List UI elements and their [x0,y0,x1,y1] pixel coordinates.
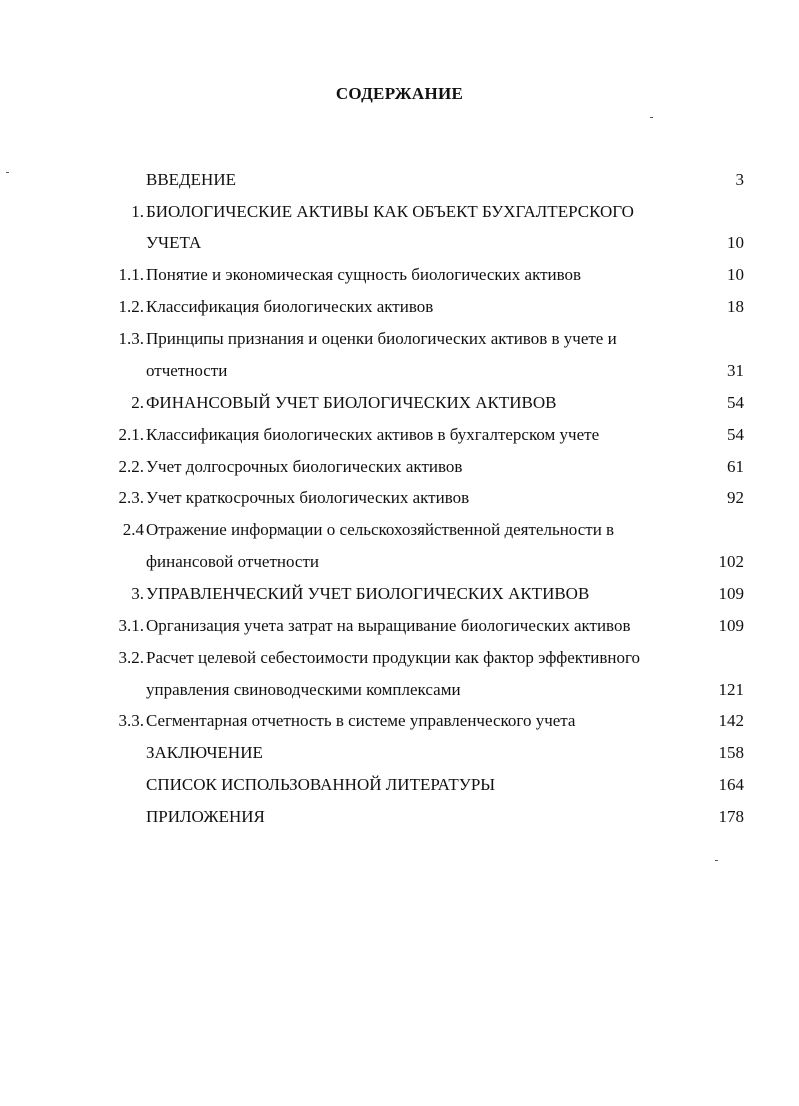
scan-speck [650,117,653,118]
toc-text: УЧЕТА [146,233,202,252]
scan-speck [6,172,9,173]
toc-page: 142 [718,711,744,730]
toc-text: отчетности [146,361,228,380]
toc-number: 2.4 [122,520,144,539]
toc-text: Классификация биологических активов [146,297,434,316]
toc-page: 102 [718,552,744,571]
toc-row [0,455,799,479]
toc-text: ПРИЛОЖЕНИЯ [146,807,265,826]
toc-row [0,709,799,733]
toc-text: ЗАКЛЮЧЕНИЕ [146,743,263,762]
toc-row [0,359,799,383]
toc-page: 54 [727,393,744,412]
toc-number: 3.1. [118,616,144,635]
toc-text: Понятие и экономическая сущность биологических активов [146,265,582,284]
toc-page: 164 [718,775,744,794]
toc-page: 10 [727,233,744,252]
toc-number: 3. [131,584,144,603]
toc-text: финансовой отчетности [146,552,319,571]
toc-text: Организация учета затрат на выращивание биологических активов [146,616,631,635]
toc-page: 18 [727,297,744,316]
toc-text: СПИСОК ИСПОЛЬЗОВАННОЙ ЛИТЕРАТУРЫ [146,775,496,794]
toc-row [0,518,799,542]
toc-row [0,678,799,702]
toc-number: 3.2. [118,648,144,667]
toc-number: 2.1. [118,425,144,444]
toc-page: 109 [718,584,744,603]
toc-page: 31 [727,361,744,380]
toc-row [0,741,799,765]
toc-text: ВВЕДЕНИЕ [146,170,236,189]
toc-row [0,550,799,574]
toc-text: управления свиноводческими комплексами [146,680,461,699]
toc-text: Принципы признания и оценки биологических активов в учете и [146,329,617,348]
toc-text: УПРАВЛЕНЧЕСКИЙ УЧЕТ БИОЛОГИЧЕСКИХ АКТИВОВ [146,584,590,603]
toc-number: 1.2. [118,297,144,316]
toc-page: 92 [727,488,744,507]
toc-number: 2.2. [118,457,144,476]
toc-text: Отражение информации о сельскохозяйственной деятельности в [146,520,615,539]
toc-page: 3 [735,170,744,189]
page-title: СОДЕРЖАНИЕ [335,84,464,103]
toc-number: 2. [131,393,144,412]
toc-text: ФИНАНСОВЫЙ УЧЕТ БИОЛОГИЧЕСКИХ АКТИВОВ [146,393,557,412]
toc-row [0,773,799,797]
toc-row [0,805,799,829]
toc-page: 121 [718,680,744,699]
toc-row [0,646,799,670]
toc-number: 1. [131,202,144,221]
toc-row [0,391,799,415]
toc-row [0,327,799,351]
toc-number: 1.3. [118,329,144,348]
scan-speck [715,860,718,861]
toc-row [0,486,799,510]
toc-page: 158 [718,743,744,762]
toc-text: Учет долгосрочных биологических активов [146,457,463,476]
toc-number: 3.3. [118,711,144,730]
toc-number: 1.1. [118,265,144,284]
toc-page: 61 [727,457,744,476]
toc-row [0,295,799,319]
toc-page: 109 [718,616,744,635]
toc-page: 54 [727,425,744,444]
toc-row [0,200,799,224]
toc-text: БИОЛОГИЧЕСКИЕ АКТИВЫ КАК ОБЪЕКТ БУХГАЛТЕРСКОГО [146,202,634,221]
toc-text: Классификация биологических активов в бухгалтерском учете [146,425,600,444]
toc-text: Учет краткосрочных биологических активов [146,488,470,507]
toc-row [0,582,799,606]
toc-row [0,263,799,287]
toc-number: 2.3. [118,488,144,507]
toc-page: 10 [727,265,744,284]
toc-row [0,614,799,638]
toc-text: Сегментарная отчетность в системе управленческого учета [146,711,576,730]
toc-row [0,231,799,255]
toc-text: Расчет целевой себестоимости продукции как фактор эффективного [146,648,641,667]
toc-page: 178 [718,807,744,826]
toc-row [0,423,799,447]
toc-row [0,168,799,192]
